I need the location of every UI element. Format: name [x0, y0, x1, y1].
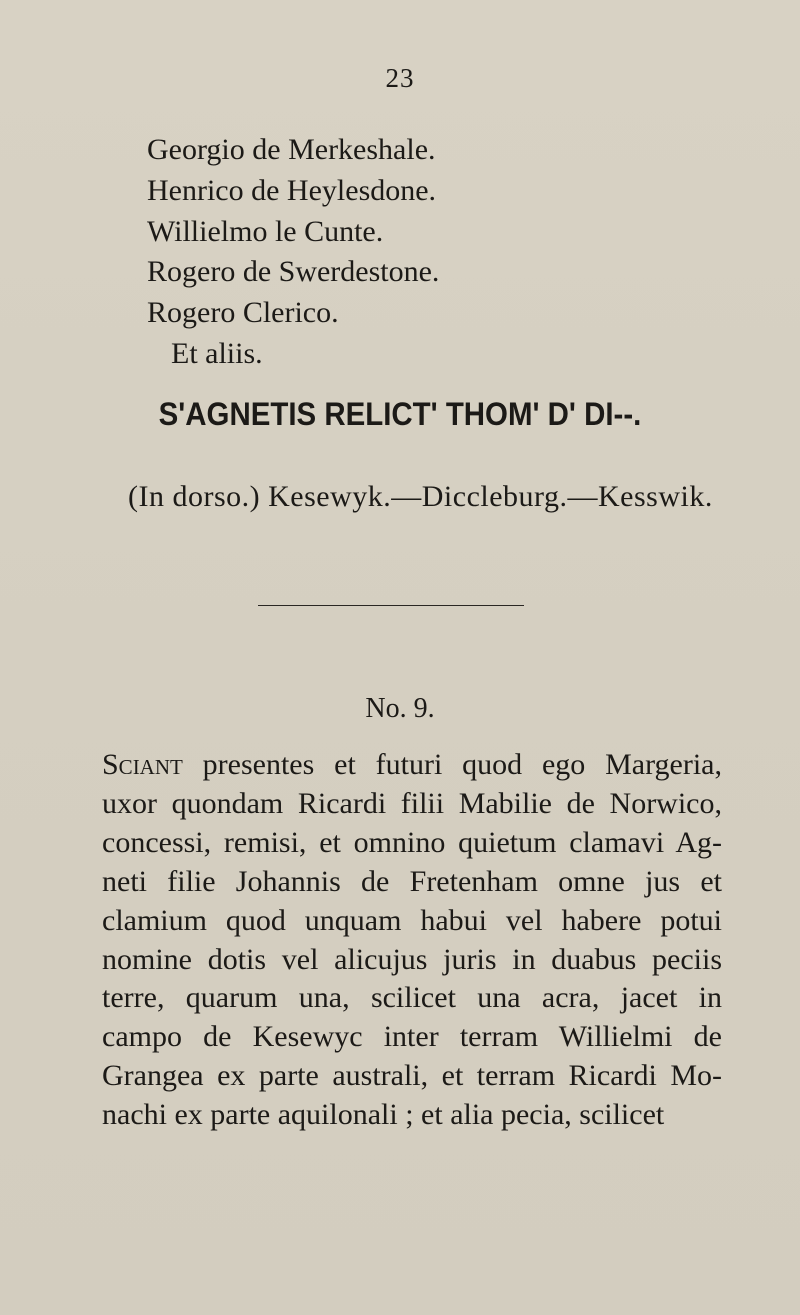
witness-line: Willielmo le Cunte. — [147, 214, 384, 248]
page-number: 23 — [385, 63, 415, 93]
charter-line: concessi, remisi, et omnino quietum clamavi Ag- — [102, 825, 722, 859]
charter-line: clamium quod unquam habui vel habere potui — [102, 903, 722, 937]
charter-line: Grangea ex parte australi, et terram Ricardi Mo- — [102, 1059, 722, 1093]
charter-line: nachi ex parte aquilonali ; et alia pecia, scilicet — [102, 1098, 665, 1132]
charter-text — [102, 746, 722, 1135]
et-aliis-line: Et aliis. — [171, 336, 263, 370]
witness-line: Rogero de Swerdestone. — [147, 255, 440, 289]
opening-word: Sciant — [102, 748, 183, 781]
charter-line: nomine dotis vel alicujus juris in duabus peciis — [102, 942, 722, 976]
witness-line: Rogero Clerico. — [147, 296, 339, 330]
dorso-note: (In dorso.) Kesewyk.—Diccleburg.—Kesswik. — [128, 480, 713, 513]
charter-line: terre, quarum una, scilicet una acra, jacet in — [102, 981, 722, 1015]
witness-line: Georgio de Merkeshale. — [147, 133, 436, 166]
seal-inscription: S'AGNETIS RELICT' THOM' D' DI--. — [158, 396, 642, 432]
charter-line-text: presentes et futuri quod ego Margeria, — [182, 748, 722, 781]
charter-line: neti filie Johannis de Fretenham omne jus et — [102, 864, 722, 898]
charter-line — [102, 746, 722, 785]
witness-line: Henrico de Heylesdone. — [147, 173, 437, 207]
charter-line: uxor quondam Ricardi filii Mabilie de Norwico, — [102, 786, 722, 820]
document-number: No. 9. — [365, 693, 435, 724]
section-divider — [258, 605, 524, 606]
witness-list — [147, 130, 439, 375]
charter-line: campo de Kesewyc inter terram Willielmi de — [102, 1020, 722, 1054]
